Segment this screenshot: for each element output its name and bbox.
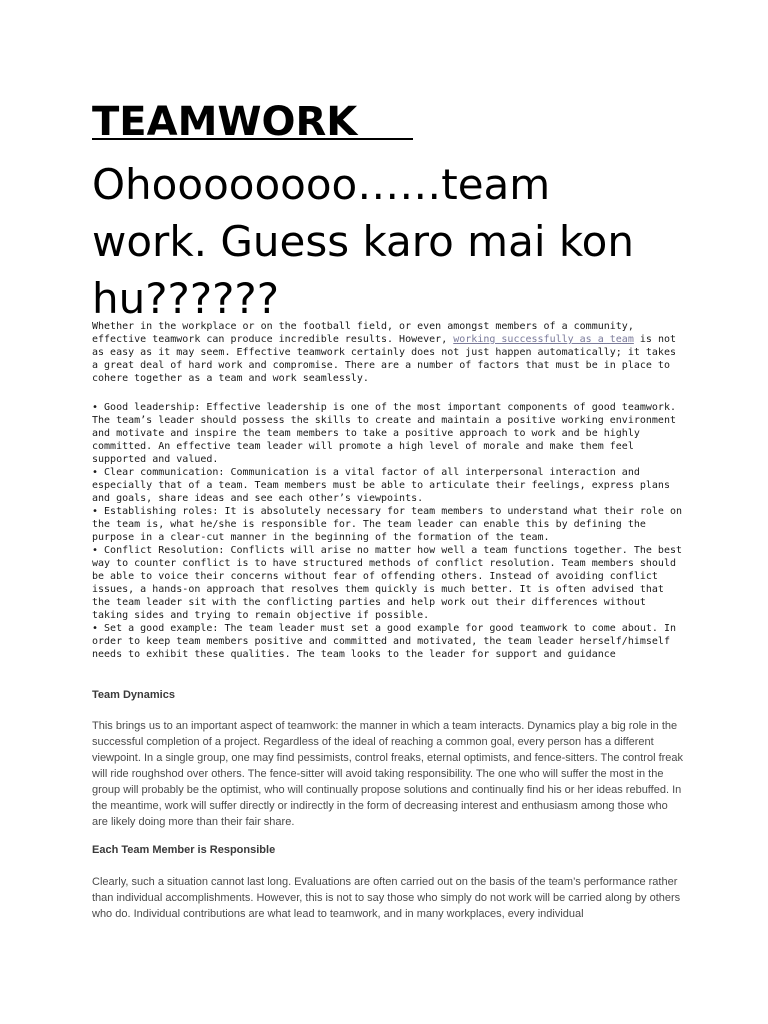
- list-item: • Good leadership: Effective leadership is one of the most important components of good teamwork. The team’s leader should possess the skills to create and maintain a positive working environment and motivate and inspire the team members to take a positive approach to work and be highly committed. An effective team leader will promote a high level of morale and make them feel supported and valued.: [92, 402, 676, 465]
- list-item: • Clear communication: Communication is a vital factor of all interpersonal interaction and especially that of a team. Team members must be able to articulate their feelings, express plans and goals, share ideas and see each other’s viewpoints.: [92, 467, 670, 504]
- page-title: TEAMWORK: [92, 99, 413, 145]
- team-dynamics-heading: Team Dynamics: [92, 689, 175, 701]
- team-dynamics-paragraph: This brings us to an important aspect of teamwork: the manner in which a team interacts. Dynamics play a big role in the successful completion of a project. Regardless of the ideal of reaching a common goal, every person has a different viewpoint. In a single group, one may find pessimists, control freaks, eternal optimists, and fence-sitters. The control freak will ride roughshod over others. The fence-sitter will avoid taking responsibility. The one who will suffer the most in the group will probably be the optimist, who will continually propose solutions and continually find his or her ideas rebuffed. In the meantime, work will suffer directly or indirectly in the form of decreasing interest and enthusiasm among those who are likely doing more than their fair share.: [92, 720, 684, 828]
- intro-text-end: is not as easy as it may seem. Effective teamwork certainly does not just happen automatically; it takes a great deal of hard work and compromise. There are a number of factors that must be in place to cohere together as a team and work seamlessly.: [92, 334, 677, 384]
- list-item: • Establishing roles: It is absolutely necessary for team members to understand what their role on the team is, what he/she is responsible for. The team leader can enable this by defining the purpose in a clear-cut manner in the beginning of the formation of the team.: [92, 506, 683, 543]
- responsibility-heading: Each Team Member is Responsible: [92, 844, 276, 856]
- page-subtitle: Ohoooooooo……team work. Guess karo mai kon hu??????: [92, 160, 634, 323]
- list-item: • Conflict Resolution: Conflicts will arise no matter how well a team functions together. The best way to counter conflict is to have structured methods of conflict resolution. Team members should be able to voice their concerns without fear of offending others. Instead of avoiding conflict issues, a hands-on approach that resolves them quickly is much better. It is often advised that the team leader sit with the conflicting parties and help work out their differences without taking sides and trying to remain objective if possible.: [92, 545, 683, 621]
- intro-paragraph: [92, 320, 684, 385]
- factors-list: [92, 401, 684, 661]
- responsibility-paragraph: Clearly, such a situation cannot last long. Evaluations are often carried out on the basis of the team’s performance rather than individual accomplishments. However, this is not to say those who simply do not work will be carried along by others who do. Individual contributions are what lead to teamwork, and in many workplaces, every individual: [92, 876, 681, 920]
- intro-text-start: Whether in the workplace or on the football field, or even amongst members of a community, effective teamwork can produce incredible results. However,: [92, 321, 634, 345]
- team-success-link[interactable]: working successfully as a team: [453, 334, 634, 345]
- list-item: • Set a good example: The team leader must set a good example for good teamwork to come about. In order to keep team members positive and committed and motivated, the team leader herself/himself needs to exhibit these qualities. The team looks to the leader for support and guidance: [92, 623, 676, 660]
